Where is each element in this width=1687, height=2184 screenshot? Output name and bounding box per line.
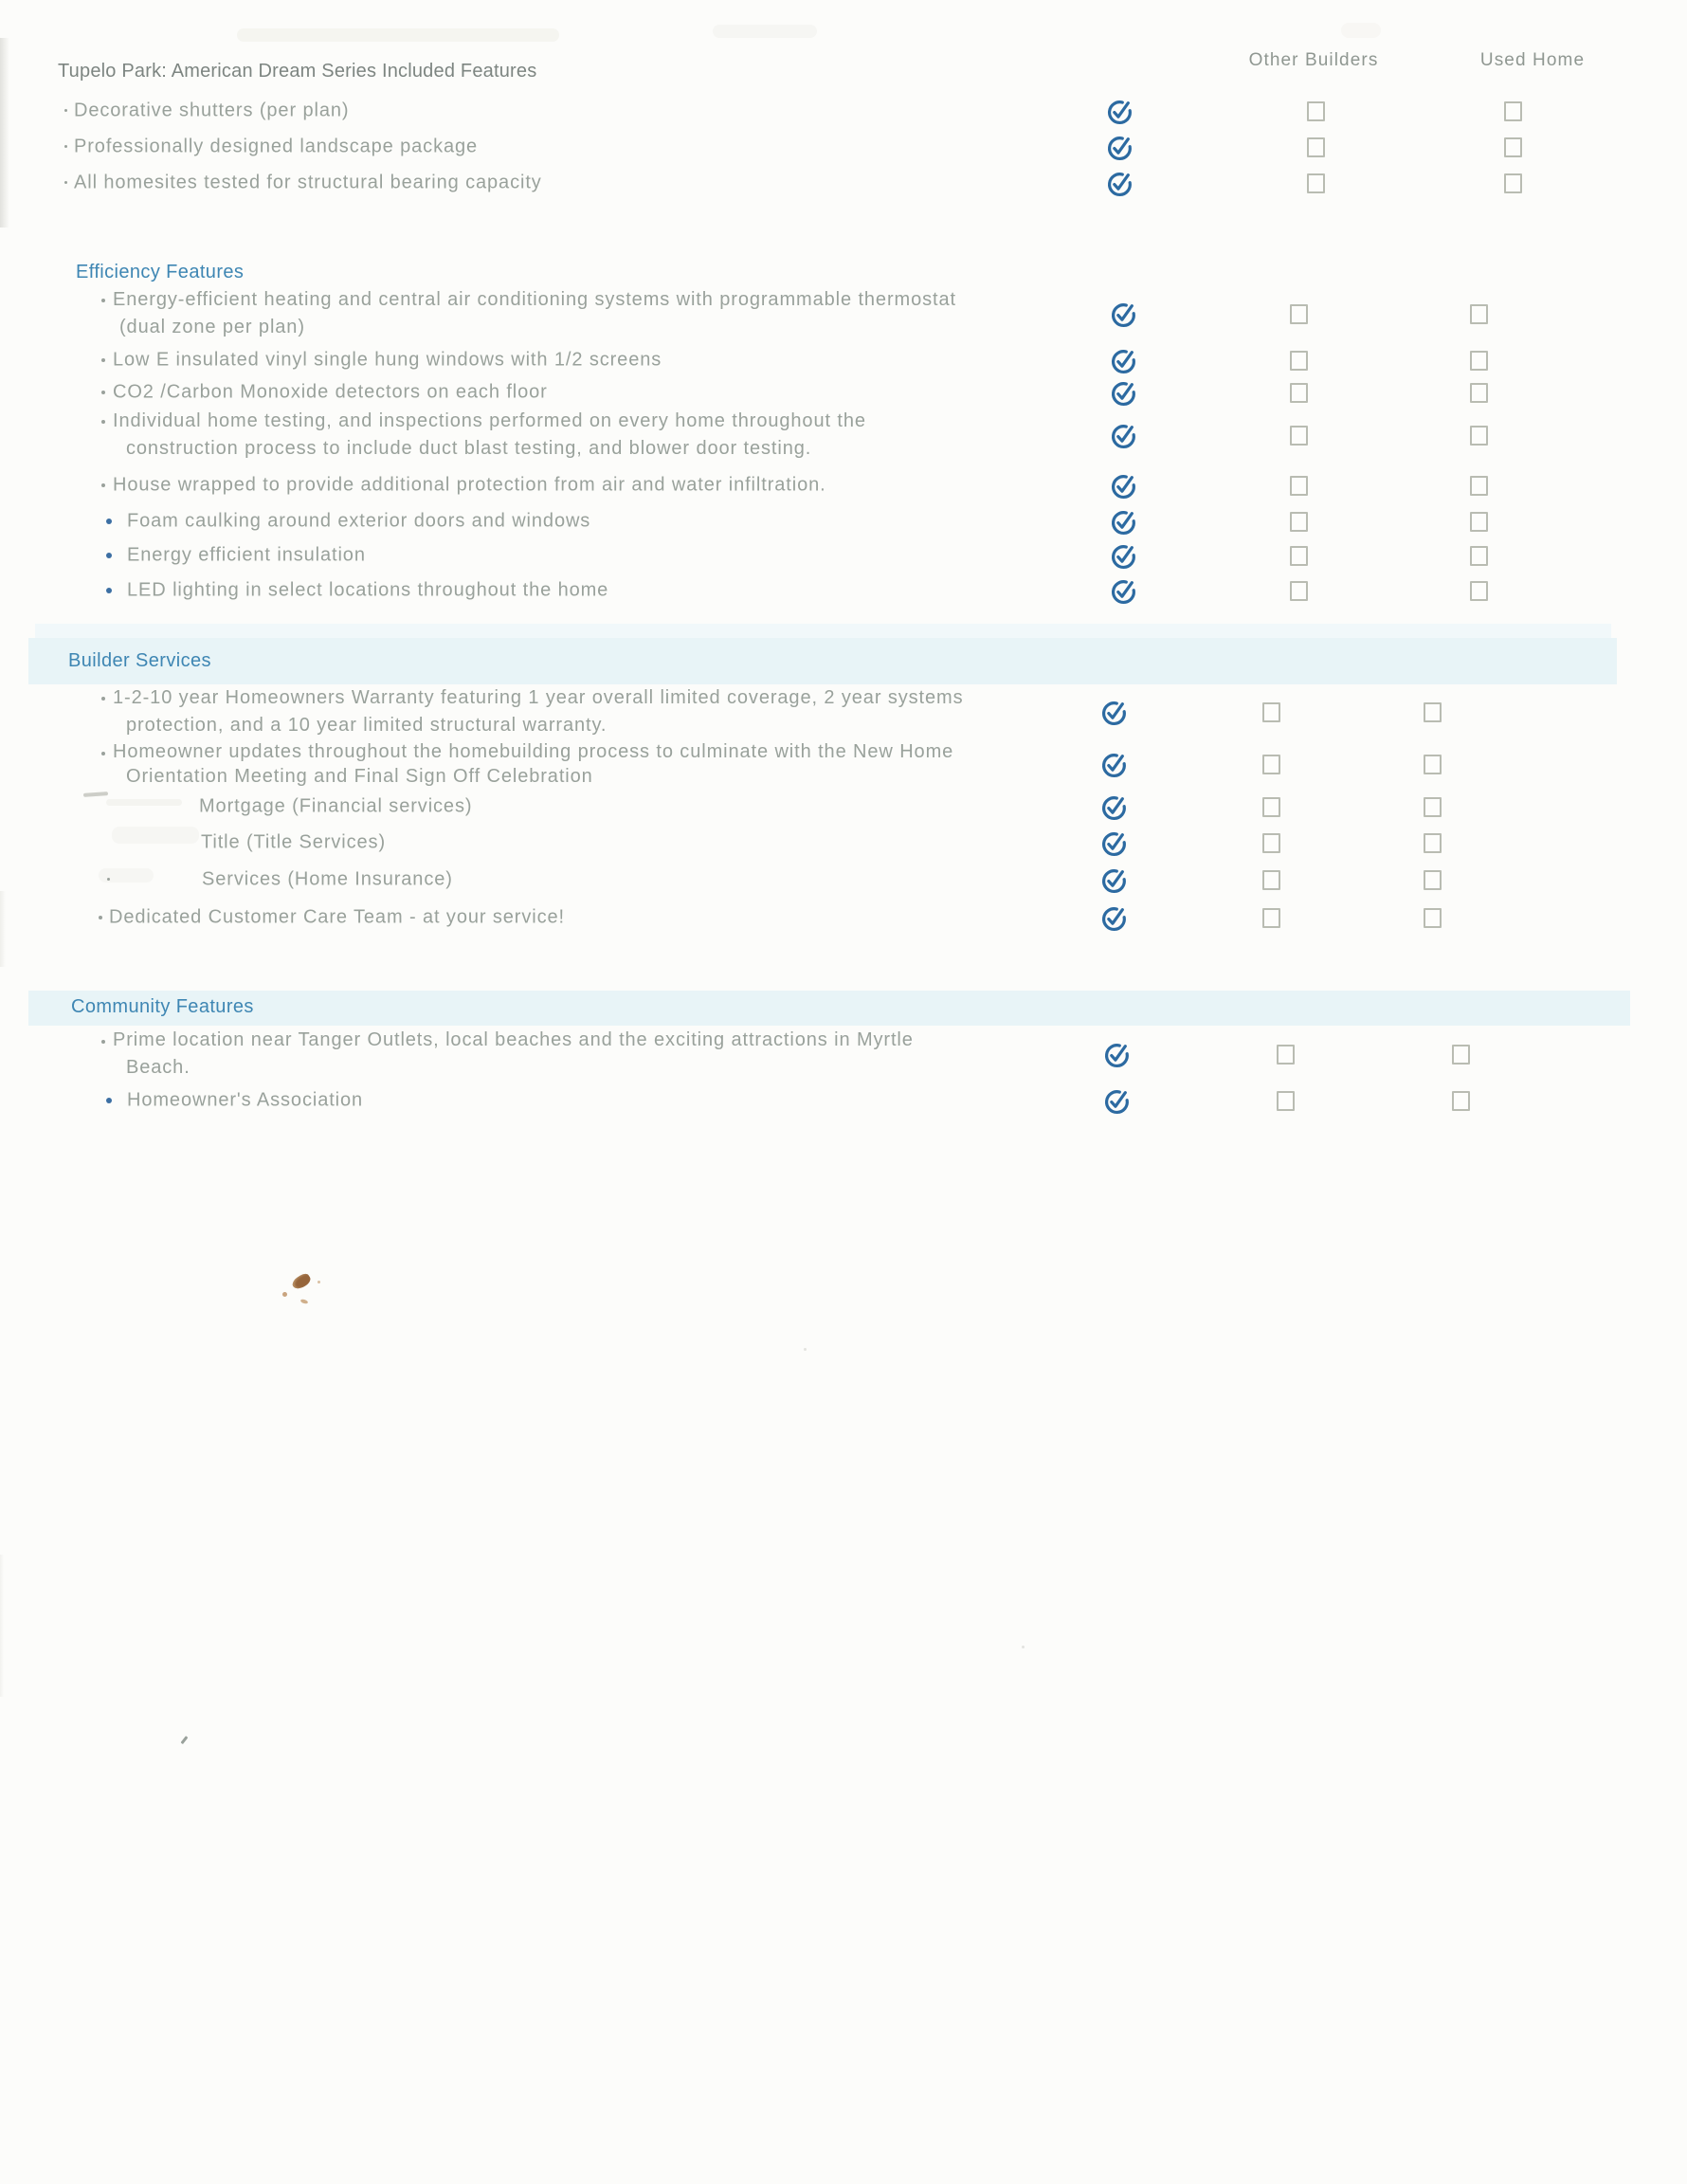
bullet-dot	[101, 697, 105, 701]
used-home-checkbox-cell	[1419, 826, 1445, 860]
other-builders-checkbox-cell	[1285, 468, 1312, 502]
empty-checkbox	[1470, 351, 1488, 371]
check-circle-icon	[1110, 472, 1137, 500]
other-builders-checkbox-cell	[1285, 573, 1312, 608]
empty-checkbox	[1424, 833, 1442, 853]
feature-text: Homeowner's Association	[127, 1089, 364, 1111]
empty-checkbox	[1307, 137, 1325, 157]
builder-check-cell	[1107, 408, 1139, 463]
scan-stain	[317, 1281, 320, 1283]
empty-checkbox	[1470, 383, 1488, 403]
check-circle-icon	[1100, 866, 1128, 894]
scan-speck	[804, 1348, 807, 1351]
other-builders-checkbox-cell	[1272, 1028, 1298, 1081]
empty-checkbox	[1452, 1091, 1470, 1111]
check-circle-icon	[1110, 347, 1137, 374]
other-builders-checkbox-cell	[1258, 684, 1284, 739]
feature-text: Title (Title Services)	[201, 831, 387, 853]
builder-check-cell	[1107, 573, 1139, 608]
used-home-checkbox-cell	[1465, 468, 1492, 502]
empty-checkbox	[1290, 426, 1308, 446]
feature-row	[0, 573, 1687, 608]
feature-text: All homesites tested for structural bearing capacity	[74, 172, 542, 193]
section-band	[28, 638, 1617, 684]
builder-check-cell	[1103, 129, 1135, 165]
check-circle-icon	[1110, 300, 1137, 328]
empty-checkbox	[1307, 101, 1325, 121]
check-circle-icon	[1100, 751, 1128, 778]
check-circle-icon	[1106, 98, 1134, 125]
empty-checkbox	[1262, 908, 1280, 928]
bullet-dot	[101, 1040, 105, 1044]
other-builders-checkbox-cell	[1258, 739, 1284, 789]
feature-row	[0, 863, 1687, 897]
empty-checkbox	[1290, 304, 1308, 324]
builder-check-cell	[1100, 1083, 1133, 1118]
empty-checkbox	[1262, 755, 1280, 774]
feature-row	[0, 790, 1687, 824]
feature-row	[0, 468, 1687, 502]
check-circle-icon	[1106, 134, 1134, 161]
other-builders-checkbox-cell	[1285, 375, 1312, 410]
feature-text: CO2 /Carbon Monoxide detectors on each floor	[113, 381, 548, 403]
bullet-dot	[64, 109, 67, 112]
empty-checkbox	[1470, 581, 1488, 601]
feature-row	[0, 684, 1687, 739]
feature-row	[0, 165, 1687, 201]
feature-text: LED lighting in select locations throughout the home	[127, 579, 609, 601]
used-home-checkbox-cell	[1419, 739, 1445, 789]
bullet-dot	[101, 752, 105, 755]
used-home-checkbox-cell	[1447, 1083, 1474, 1118]
used-home-checkbox-cell	[1465, 375, 1492, 410]
empty-checkbox	[1290, 476, 1308, 496]
builder-check-cell	[1103, 165, 1135, 201]
bullet-dot	[101, 391, 105, 394]
other-builders-checkbox-cell	[1258, 790, 1284, 824]
used-home-checkbox-cell	[1465, 538, 1492, 573]
check-circle-icon	[1100, 904, 1128, 932]
bullet-dot	[101, 420, 105, 424]
builder-check-cell	[1097, 684, 1130, 739]
section-heading-community-features: Community Features	[71, 996, 254, 1017]
scan-smudge	[99, 868, 154, 883]
used-home-checkbox-cell	[1447, 1028, 1474, 1081]
empty-checkbox	[1262, 797, 1280, 817]
page-title: Tupelo Park: American Dream Series Included Features	[58, 61, 537, 82]
bullet-dot	[107, 878, 110, 881]
empty-checkbox	[1424, 702, 1442, 722]
check-circle-icon	[1110, 379, 1137, 407]
used-home-checkbox-cell	[1499, 129, 1526, 165]
other-builders-checkbox-cell	[1285, 286, 1312, 341]
empty-checkbox	[1470, 546, 1488, 566]
check-circle-icon	[1100, 793, 1128, 821]
used-home-checkbox-cell	[1499, 165, 1526, 201]
feature-row	[0, 408, 1687, 463]
scan-stain	[300, 1299, 309, 1304]
feature-text: Individual home testing, and inspections performed on every home throughout the construction process to include duct blast testing, and blower door testing.	[113, 410, 866, 459]
bullet-dot	[99, 916, 102, 919]
used-home-checkbox-cell	[1419, 863, 1445, 897]
empty-checkbox	[1504, 137, 1522, 157]
column-header-other-builders: Other Builders	[1248, 50, 1379, 70]
builder-check-cell	[1100, 1028, 1133, 1081]
other-builders-checkbox-cell	[1302, 165, 1329, 201]
empty-checkbox	[1424, 797, 1442, 817]
feature-row	[0, 286, 1687, 341]
empty-checkbox	[1504, 101, 1522, 121]
empty-checkbox	[1277, 1045, 1295, 1065]
other-builders-checkbox-cell	[1258, 863, 1284, 897]
dash-mark	[83, 792, 108, 797]
feature-row	[0, 901, 1687, 935]
builder-check-cell	[1107, 286, 1139, 341]
check-circle-icon	[1110, 577, 1137, 605]
used-home-checkbox-cell	[1465, 343, 1492, 377]
check-circle-icon	[1110, 542, 1137, 570]
scan-stain	[290, 1272, 312, 1292]
builder-check-cell	[1107, 504, 1139, 538]
feature-row	[0, 1028, 1687, 1081]
feature-row	[0, 93, 1687, 129]
builder-check-cell	[1097, 790, 1130, 824]
feature-text: Mortgage (Financial services)	[199, 795, 473, 817]
check-circle-icon	[1103, 1041, 1131, 1068]
used-home-checkbox-cell	[1465, 573, 1492, 608]
builder-check-cell	[1097, 863, 1130, 897]
other-builders-checkbox-cell	[1272, 1083, 1298, 1118]
empty-checkbox	[1262, 870, 1280, 890]
feature-row	[0, 1083, 1687, 1118]
builder-check-cell	[1103, 93, 1135, 129]
builder-check-cell	[1107, 468, 1139, 502]
check-circle-icon	[1110, 422, 1137, 449]
tick-mark	[180, 1736, 188, 1744]
empty-checkbox	[1470, 426, 1488, 446]
empty-checkbox	[1277, 1091, 1295, 1111]
other-builders-checkbox-cell	[1285, 343, 1312, 377]
scan-band-shadow	[35, 624, 1611, 642]
feature-text: 1-2-10 year Homeowners Warranty featuring 1 year overall limited coverage, 2 year systems protection, and a 10 year limited structural warranty.	[113, 687, 964, 736]
used-home-checkbox-cell	[1419, 901, 1445, 935]
feature-row	[0, 504, 1687, 538]
builder-check-cell	[1107, 375, 1139, 410]
feature-text: Energy efficient insulation	[127, 544, 366, 566]
bullet-dot	[101, 358, 105, 362]
used-home-checkbox-cell	[1419, 790, 1445, 824]
used-home-checkbox-cell	[1499, 93, 1526, 129]
scan-speck	[1022, 1646, 1025, 1648]
check-circle-icon	[1106, 170, 1134, 197]
bullet-dot	[64, 181, 67, 184]
other-builders-checkbox-cell	[1285, 408, 1312, 463]
check-circle-icon	[1100, 699, 1128, 726]
other-builders-checkbox-cell	[1285, 504, 1312, 538]
feature-text: Services (Home Insurance)	[202, 868, 453, 890]
bullet-dot	[106, 588, 112, 593]
empty-checkbox	[1424, 908, 1442, 928]
builder-check-cell	[1107, 538, 1139, 573]
feature-row	[0, 375, 1687, 410]
section-heading-efficiency-features: Efficiency Features	[76, 262, 245, 282]
used-home-checkbox-cell	[1419, 684, 1445, 739]
section-band	[28, 991, 1630, 1026]
feature-text: Dedicated Customer Care Team - at your service!	[109, 906, 565, 928]
feature-text: House wrapped to provide additional protection from air and water infiltration.	[113, 474, 826, 496]
bullet-dot	[106, 519, 112, 524]
empty-checkbox	[1290, 581, 1308, 601]
scan-edge-streak	[0, 1555, 4, 1697]
empty-checkbox	[1470, 512, 1488, 532]
empty-checkbox	[1424, 870, 1442, 890]
empty-checkbox	[1262, 702, 1280, 722]
bullet-dot	[106, 553, 112, 558]
empty-checkbox	[1307, 173, 1325, 193]
feature-text: Homeowner updates throughout the homebuilding process to culminate with the New Home Orientation Meeting and Final Sign Off Celebration	[113, 741, 954, 787]
other-builders-checkbox-cell	[1302, 129, 1329, 165]
bullet-dot	[101, 299, 105, 302]
feature-text: Energy-efficient heating and central air conditioning systems with programmable thermostat (dual zone per plan)	[113, 289, 956, 337]
other-builders-checkbox-cell	[1285, 538, 1312, 573]
bullet-dot	[106, 1098, 112, 1103]
empty-checkbox	[1290, 546, 1308, 566]
feature-row	[0, 343, 1687, 377]
feature-text: Decorative shutters (per plan)	[74, 100, 350, 121]
scan-edge-streak	[0, 38, 9, 228]
builder-check-cell	[1097, 826, 1130, 860]
empty-checkbox	[1470, 304, 1488, 324]
used-home-checkbox-cell	[1465, 408, 1492, 463]
column-header-used-home: Used Home	[1479, 50, 1586, 70]
empty-checkbox	[1470, 476, 1488, 496]
feature-text: Low E insulated vinyl single hung windows with 1/2 screens	[113, 349, 662, 371]
scan-stain	[282, 1292, 287, 1297]
scan-smudge	[237, 28, 559, 42]
check-circle-icon	[1103, 1087, 1131, 1115]
feature-text: Prime location near Tanger Outlets, local beaches and the exciting attractions in Myrtle Beach.	[113, 1029, 914, 1078]
empty-checkbox	[1262, 833, 1280, 853]
bullet-dot	[64, 145, 67, 148]
other-builders-checkbox-cell	[1258, 826, 1284, 860]
check-circle-icon	[1100, 829, 1128, 857]
feature-text: Professionally designed landscape package	[74, 136, 479, 157]
section-heading-builder-services: Builder Services	[68, 650, 211, 671]
used-home-checkbox-cell	[1465, 286, 1492, 341]
feature-row	[0, 739, 1687, 789]
used-home-checkbox-cell	[1465, 504, 1492, 538]
builder-check-cell	[1097, 901, 1130, 935]
other-builders-checkbox-cell	[1302, 93, 1329, 129]
scan-edge-streak	[0, 891, 6, 967]
other-builders-checkbox-cell	[1258, 901, 1284, 935]
bullet-dot	[101, 483, 105, 487]
scan-smudge	[112, 827, 199, 844]
empty-checkbox	[1504, 173, 1522, 193]
empty-checkbox	[1290, 351, 1308, 371]
feature-row	[0, 129, 1687, 165]
empty-checkbox	[1290, 383, 1308, 403]
builder-check-cell	[1097, 739, 1130, 789]
feature-text: Foam caulking around exterior doors and windows	[127, 510, 591, 532]
scan-smudge	[106, 799, 182, 806]
scan-smudge	[1341, 23, 1381, 38]
empty-checkbox	[1452, 1045, 1470, 1065]
empty-checkbox	[1290, 512, 1308, 532]
empty-checkbox	[1424, 755, 1442, 774]
feature-row	[0, 538, 1687, 573]
scan-smudge	[713, 25, 817, 38]
check-circle-icon	[1110, 508, 1137, 536]
builder-check-cell	[1107, 343, 1139, 377]
feature-row	[0, 826, 1687, 860]
